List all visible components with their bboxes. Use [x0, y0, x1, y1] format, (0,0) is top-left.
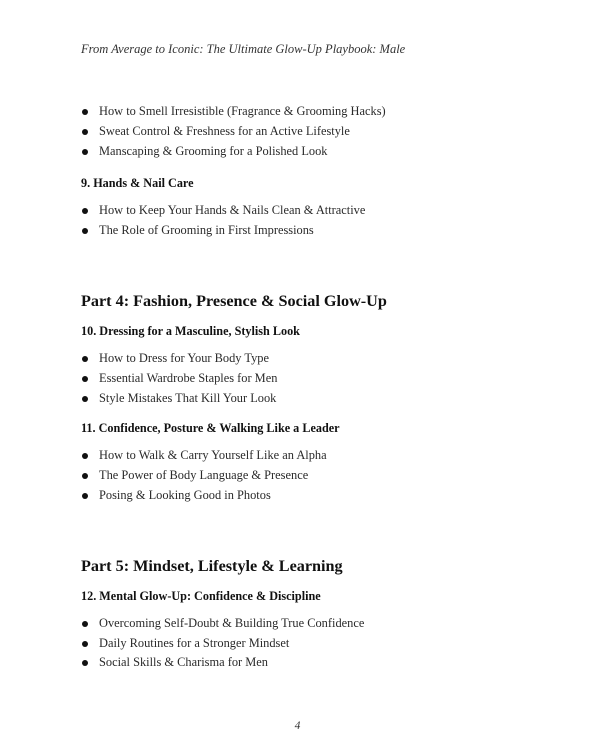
bullet-icon	[82, 621, 88, 627]
bullet-icon	[82, 453, 88, 459]
bullet-icon	[82, 376, 88, 382]
list-item: Overcoming Self-Doubt & Building True Confidence	[81, 614, 551, 634]
list-item: The Role of Grooming in First Impressions	[81, 221, 551, 241]
list-item: Daily Routines for a Stronger Mindset	[81, 634, 551, 654]
section-heading-9: 9. Hands & Nail Care	[81, 176, 194, 191]
bullet-list-section-9	[81, 201, 551, 241]
bullet-icon	[82, 660, 88, 666]
bullet-list-section-11	[81, 446, 551, 505]
bullet-icon	[82, 109, 88, 115]
part-heading-4: Part 4: Fashion, Presence & Social Glow-Up	[81, 291, 387, 310]
bullet-icon	[82, 641, 88, 647]
bullet-icon	[82, 396, 88, 402]
page-number: 4	[294, 720, 301, 732]
section-heading-11: 11. Confidence, Posture & Walking Like a Leader	[81, 421, 340, 436]
list-item: Posing & Looking Good in Photos	[81, 486, 551, 506]
bullet-icon	[82, 473, 88, 479]
bullet-icon	[82, 356, 88, 362]
list-item: Sweat Control & Freshness for an Active Lifestyle	[81, 122, 551, 142]
bullet-icon	[82, 149, 88, 155]
bullet-icon	[82, 493, 88, 499]
bullet-icon	[82, 129, 88, 135]
bullet-list-section-12	[81, 614, 551, 673]
bullet-list-grooming	[81, 102, 551, 161]
list-item: How to Dress for Your Body Type	[81, 349, 551, 369]
list-item: Manscaping & Grooming for a Polished Look	[81, 142, 551, 162]
list-item: Essential Wardrobe Staples for Men	[81, 369, 551, 389]
section-heading-10: 10. Dressing for a Masculine, Stylish Look	[81, 323, 300, 338]
list-item: How to Walk & Carry Yourself Like an Alpha	[81, 446, 551, 466]
part-heading-5: Part 5: Mindset, Lifestyle & Learning	[81, 556, 343, 575]
bullet-list-section-10	[81, 349, 551, 408]
list-item: Social Skills & Charisma for Men	[81, 653, 551, 673]
bullet-icon	[82, 208, 88, 214]
list-item: How to Keep Your Hands & Nails Clean & Attractive	[81, 201, 551, 221]
list-item: How to Smell Irresistible (Fragrance & Grooming Hacks)	[81, 102, 551, 122]
list-item: The Power of Body Language & Presence	[81, 466, 551, 486]
list-item: Style Mistakes That Kill Your Look	[81, 389, 551, 409]
running-header: From Average to Iconic: The Ultimate Glow-Up Playbook: Male	[81, 42, 406, 56]
bullet-icon	[82, 228, 88, 234]
page-content	[81, 102, 551, 673]
section-heading-12: 12. Mental Glow-Up: Confidence & Discipline	[81, 588, 321, 603]
